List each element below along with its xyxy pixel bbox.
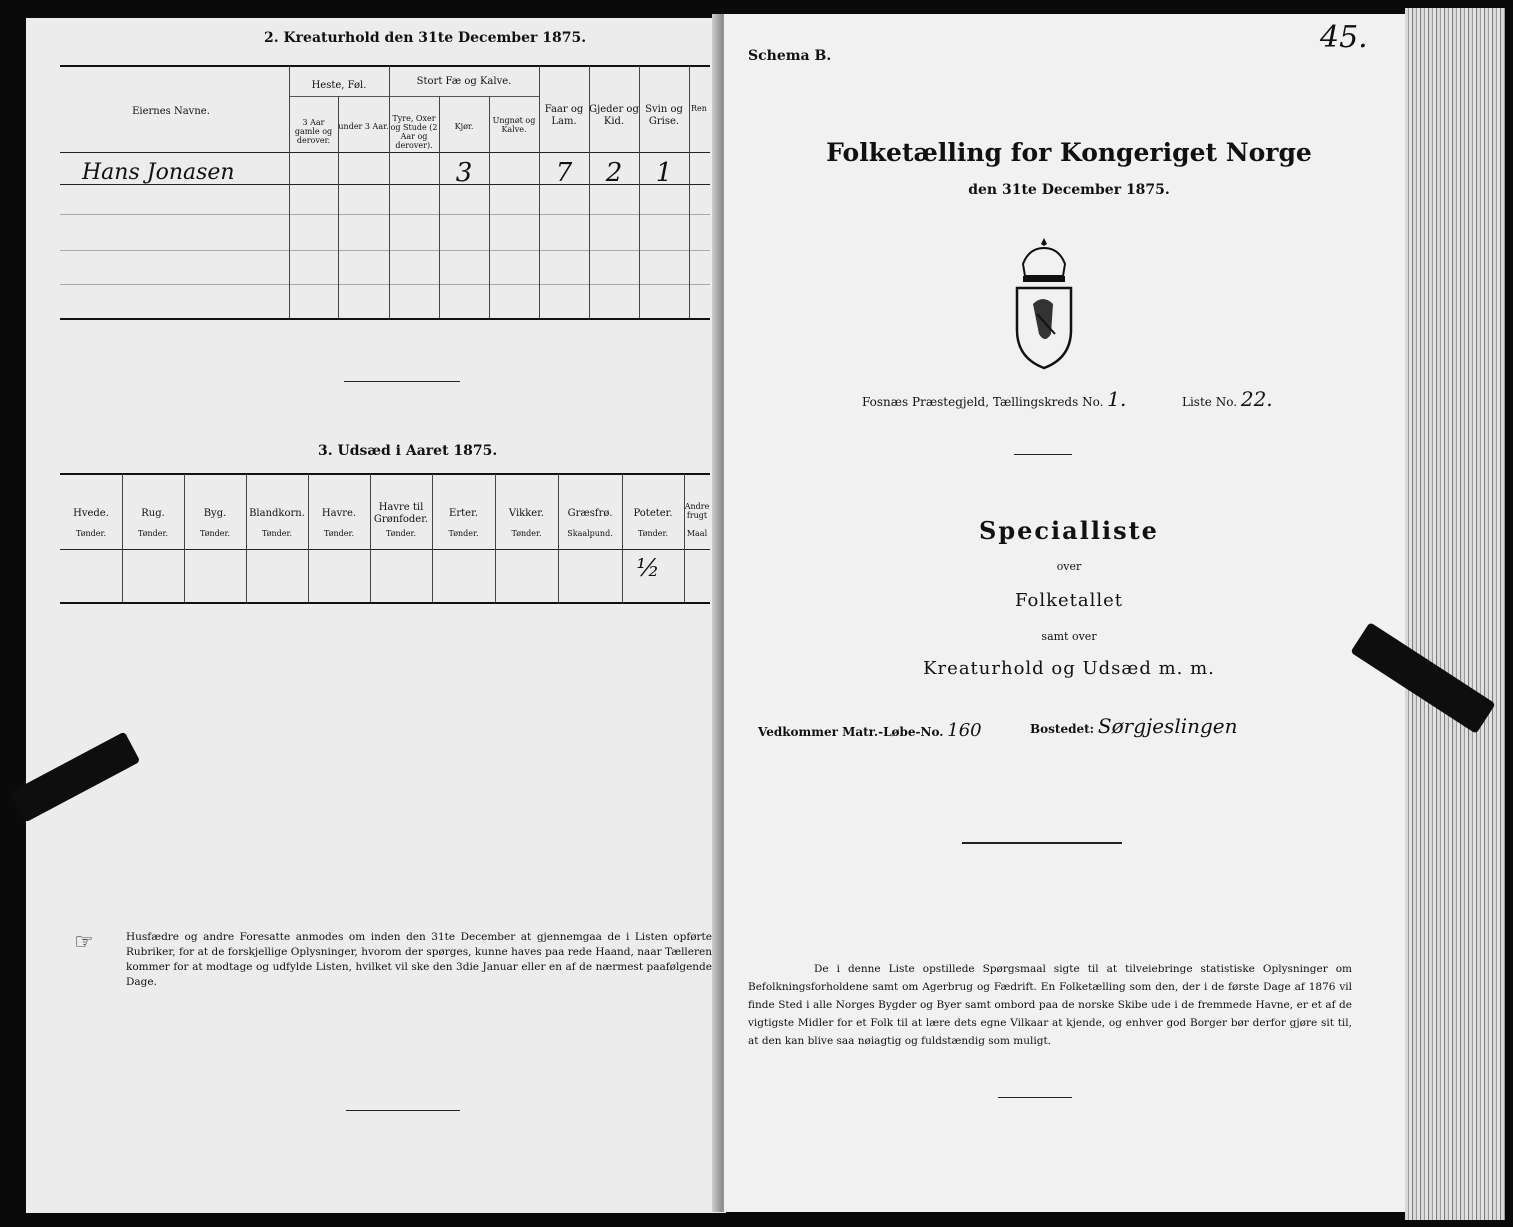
crop-header: Blandkorn.: [249, 508, 305, 519]
bosted-line: [1030, 714, 1238, 738]
col-rule: [370, 474, 371, 602]
main-title: Folketælling for Kongeriget Norge: [826, 138, 1312, 167]
crop-unit: Skaalpund.: [567, 529, 613, 538]
section2-title: 2. Kreaturhold den 31te December 1875.: [264, 30, 587, 46]
col-rule: [622, 474, 623, 602]
col-rule: [684, 474, 685, 602]
crop-unit: Tønder.: [75, 529, 107, 538]
title-date: den 31te December 1875.: [968, 182, 1170, 198]
left-page: [26, 18, 726, 1213]
parish-name: Fosnæs: [862, 395, 909, 409]
col-rule: [246, 474, 247, 602]
horse-col-header: under 3 Aar.: [338, 122, 389, 131]
reindeer-header: Ren: [691, 104, 707, 113]
samt-over-label: samt over: [1041, 630, 1097, 643]
norwegian-coat-of-arms-icon: [1009, 234, 1079, 372]
subheading: Kreaturhold og Udsæd m. m.: [923, 658, 1215, 679]
matr-label: Vedkommer Matr.-Løbe-No.: [758, 725, 944, 739]
specialliste-heading: Specialliste: [979, 516, 1159, 545]
parish-line: [862, 387, 1126, 411]
section3-title: 3. Udsæd i Aaret 1875.: [318, 443, 498, 459]
pointing-hand-icon: ☞: [74, 930, 94, 955]
cows-count: 3: [455, 158, 473, 188]
schema-label: Schema B.: [748, 48, 832, 64]
district-label: Tællingskreds No.: [992, 395, 1104, 409]
cattle-col-header: Tyre, Oxer og Stude (2 Aar og derover).: [390, 114, 438, 150]
table3-header-rule: [60, 549, 710, 550]
crop-header: Byg.: [203, 508, 227, 519]
pigs-header: Svin og Grise.: [645, 104, 683, 127]
footer-text: De i denne Liste opstillede Spørgsmaal sigte til at tilveiebringe statistiske Oplysninger om Befolkningsforholdene samt om Agerbrug og Fædrift. En Folketælling som den, der i de første Dage af 1876 vil finde Sted i alle Norges Bygder og Byer samt ombord paa de norske Skibe ude i de fremmede Havne, er et af de vigtigste Midler for et Folk til at lære dets egne Vilkaar at kjende, og enhver god Borger bør derfor gjøre sit til, at den kan blive saa nøiagtig og fuldstændig som muligt.: [748, 963, 1352, 1047]
table2-row-rule: [60, 284, 710, 285]
bosted-label: Bostedet:: [1030, 722, 1095, 736]
cattle-group-header: Stort Fæ og Kalve.: [416, 76, 512, 87]
right-page: [724, 14, 1414, 1212]
separator: [998, 1097, 1072, 1098]
cattle-group-rule: [389, 96, 539, 97]
list-number: 22.: [1240, 387, 1273, 411]
pigs-count: 1: [655, 158, 673, 188]
owner-header: Eiernes Navne.: [132, 106, 210, 117]
crop-header: Vikker.: [508, 508, 545, 519]
col-rule: [432, 474, 433, 602]
col-rule: [389, 66, 390, 318]
table2-header-rule: [60, 152, 710, 153]
separator: [1014, 454, 1072, 455]
page-number: 45.: [1320, 20, 1368, 55]
crop-header: Poteter.: [633, 508, 673, 519]
owner-name: Hans Jonasen: [82, 160, 235, 185]
district-number: 1.: [1107, 387, 1127, 411]
col-rule: [122, 474, 123, 602]
matr-number: 160: [947, 720, 982, 741]
page-edges: [1405, 8, 1505, 1220]
horse-col-header: 3 Aar gamle og derover.: [294, 118, 333, 145]
crop-unit: Tønder.: [323, 529, 355, 538]
folketallet-label: Folketallet: [1014, 590, 1124, 611]
table3-top-rule: [60, 473, 710, 475]
crop-header: Erter.: [449, 508, 478, 519]
crop-unit: Tønder.: [199, 529, 231, 538]
horse-group-rule: [289, 96, 389, 97]
sheep-count: 7: [555, 158, 573, 188]
parish-label: Præstegjeld,: [912, 395, 990, 409]
potato-value: ½: [636, 554, 660, 582]
crop-unit: Tønder.: [261, 529, 293, 538]
separator: [962, 842, 1122, 844]
sheep-header: Faar og Lam.: [544, 104, 584, 127]
list-label: Liste No.: [1182, 395, 1238, 409]
separator: [344, 381, 460, 382]
crop-unit: Tønder.: [385, 529, 417, 538]
crop-header: Hvede.: [73, 508, 109, 519]
separator: [346, 1110, 460, 1111]
goats-header: Gjeder og Kid.: [589, 104, 639, 127]
goats-count: 2: [605, 158, 623, 188]
crop-header: Græsfrø.: [567, 508, 613, 519]
table2-row-rule: [60, 214, 710, 215]
table2-top-rule: [60, 65, 710, 67]
table2-row-rule: [60, 250, 710, 251]
bosted-name: Sørgjeslingen: [1097, 714, 1238, 738]
crop-unit: Tønder.: [637, 529, 669, 538]
crop-unit: Tønder.: [511, 529, 542, 538]
crop-unit: Tønder.: [137, 529, 169, 538]
matr-line: [758, 720, 982, 741]
col-rule: [289, 66, 290, 318]
crop-unit: Tønder.: [448, 529, 479, 538]
crop-unit: Maal: [686, 529, 708, 538]
table2-bottom-rule: [60, 318, 710, 320]
crop-header: Rug.: [141, 508, 165, 519]
horse-group-header: Heste, Føl.: [311, 80, 367, 91]
table3-bottom-rule: [60, 602, 710, 604]
col-rule: [184, 474, 185, 602]
cattle-col-header: Kjør.: [454, 122, 474, 131]
col-rule: [558, 474, 559, 602]
crop-header: Havre.: [321, 508, 357, 519]
crop-header: Andre frugt: [684, 502, 710, 520]
col-rule: [308, 474, 309, 602]
list-line: [1182, 387, 1273, 411]
cattle-col-header: Ungnøt og Kalve.: [492, 116, 536, 134]
notice-text: Husfædre og andre Foresatte anmodes om inden den 31te December at gjennemgaa de i Listen opførte Rubriker, for at de forskjellige Oplysninger, hvorom der spørges, kunne haves paa rede Haand, naar Tælleren kommer for at modtage og udfylde Listen, hvilket vil ske den 3die Januar eller en af de nærmest paafølgende Dage.: [126, 931, 712, 988]
col-rule: [495, 474, 496, 602]
crop-header: Havre til Grønfoder.: [373, 502, 429, 525]
over-label: over: [1056, 560, 1082, 573]
